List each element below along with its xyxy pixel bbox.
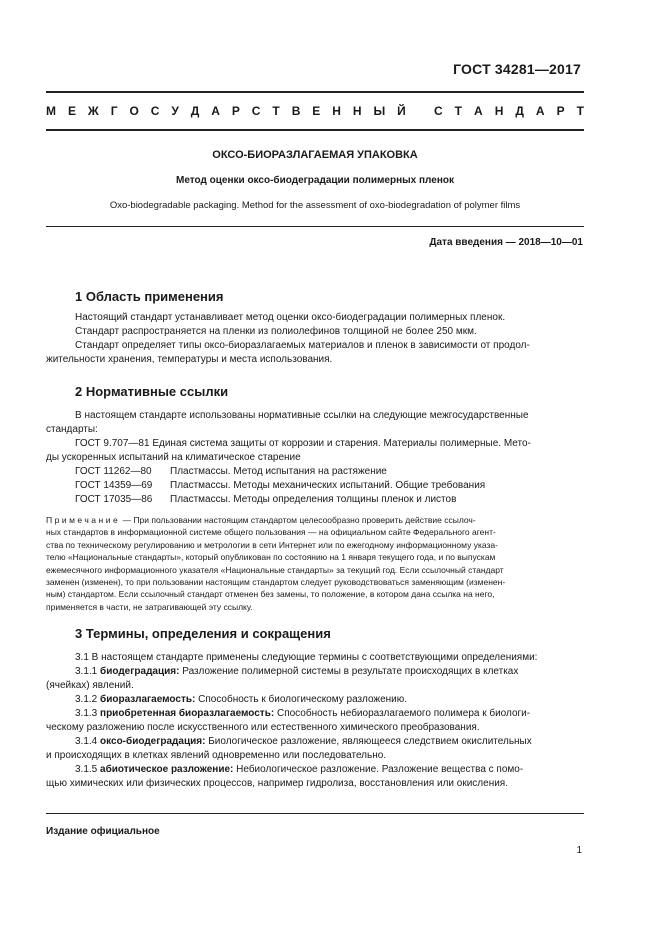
paragraph: Настоящий стандарт устанавливает метод оценки оксо-биодеградации полимерных пленок.: [75, 312, 506, 323]
paragraph: В настоящем стандарте использованы нормативные ссылки на следующие межгосударственные: [75, 410, 529, 421]
banner-letter: У: [171, 104, 179, 118]
banner-letter: Ы: [373, 104, 386, 118]
note-line: применяется в части, не затрагивающей эту ссылку.: [46, 601, 253, 612]
section-2-body: [46, 409, 584, 507]
term-continuation: щью химических или физических процессов, например гидролиза, восстановления или окисления.: [46, 778, 508, 789]
reference-item: ГОСТ 17035—86 Пластмассы. Методы определения толщины пленок и листов: [75, 494, 457, 505]
page-number: 1: [576, 845, 582, 856]
top-divider: [46, 91, 584, 93]
reference-continuation: ды ускоренных испытаний на климатическое старение: [46, 452, 301, 463]
paragraph: 3.1 В настоящем стандарте применены следующие термины с соответствующими определениями:: [75, 652, 538, 663]
banner-word-interstate: [46, 104, 406, 118]
banner-divider: [46, 129, 584, 131]
introduction-date: Дата введения — 2018—10—01: [429, 237, 583, 248]
banner-letter: М: [46, 104, 56, 118]
banner-letter: О: [129, 104, 139, 118]
term-entry: 3.1.3 приобретенная биоразлагаемость: Способность небиоразлагаемого полимера к биологи-: [75, 708, 531, 719]
term-continuation: и происходящих в клетках явлений одновременно или последовательно.: [46, 750, 387, 761]
reference-item: ГОСТ 14359—69 Пластмассы. Методы механических испытаний. Общие требования: [75, 480, 486, 491]
paragraph-continuation: стандарты:: [46, 424, 98, 435]
banner-letter: С: [251, 104, 261, 118]
document-code: ГОСТ 34281—2017: [453, 61, 581, 77]
banner-letter: Д: [190, 104, 200, 118]
note-line: телю «Национальные стандарты», который опубликован по состоянию на 1 января текущего года, и по выпускам: [46, 552, 496, 563]
term-continuation: (ячейках) явлений.: [46, 680, 134, 691]
term-entry: 3.1.5 абиотическое разложение: Небиологическое разложение. Разложение вещества с помо-: [75, 764, 524, 775]
term-continuation: ческому разложению после искусственного или естественного химического преобразования.: [46, 722, 480, 733]
reference-item: ГОСТ 11262—80 Пластмассы. Метод испытания на растяжение: [75, 466, 387, 477]
banner-letter: Ж: [87, 104, 99, 118]
banner-letter: Р: [231, 104, 240, 118]
banner-letter: Н: [352, 104, 362, 118]
section-1-heading: 1 Область применения: [75, 289, 224, 304]
banner-letter: Г: [110, 104, 118, 118]
banner-letter: Н: [494, 104, 504, 118]
banner-letter: Т: [454, 104, 463, 118]
section-3-heading: 3 Термины, определения и сокращения: [75, 626, 331, 641]
note-line: ежемесячного информационного указателя «Национальные стандарты» за текущий год. Если ссылочный стандарт: [46, 564, 504, 575]
banner-letter: С: [150, 104, 160, 118]
note-label: Примечание: [46, 515, 121, 525]
note-line: ства по техническому регулированию и метрологии в сети Интернет или по ежегодному информационному указа-: [46, 539, 498, 550]
interstate-standard-banner: [46, 104, 584, 118]
section-1-body: [46, 311, 584, 367]
paragraph: Стандарт определяет типы оксо-биоразлагаемых материалов и пленок в зависимости от продол-: [75, 340, 530, 351]
banner-letter: Р: [556, 104, 565, 118]
banner-letter: Й: [397, 104, 406, 118]
banner-letter: А: [535, 104, 545, 118]
note-block: [46, 514, 584, 613]
paragraph-continuation: жительности хранения, температуры и места использования.: [46, 354, 333, 365]
banner-letter: А: [211, 104, 220, 118]
banner-letter: Т: [272, 104, 280, 118]
term-entry: 3.1.2 биоразлагаемость: Способность к биологическому разложению.: [75, 694, 408, 705]
reference-item: ГОСТ 9.707—81 Единая система защиты от коррозии и старения. Материалы полимерные. Мето-: [75, 438, 531, 449]
banner-letter: Т: [576, 104, 584, 118]
banner-letter: В: [291, 104, 301, 118]
document-subtitle: Метод оценки оксо-биодеградации полимерных пленок: [176, 175, 454, 186]
banner-letter: А: [474, 104, 483, 118]
section-3-body: [46, 651, 584, 791]
banner-letter: Е: [312, 104, 321, 118]
note-line: заменен (изменен), то при пользовании настоящим стандартом следует руководствоваться заменяющим (изменен-: [46, 577, 506, 588]
note-line: ных стандартов в информационной системе общего пользования — на официальном сайте Федерального агент-: [46, 527, 496, 538]
banner-letter: Е: [67, 104, 76, 118]
official-edition-label: Издание официальное: [46, 826, 160, 837]
note-line: Примечание — При пользовании настоящим стандартом целесообразно проверить действие ссылоч-: [46, 515, 476, 525]
section-2-heading: 2 Нормативные ссылки: [75, 384, 229, 399]
banner-letter: Н: [332, 104, 341, 118]
paragraph: Стандарт распространяется на пленки из полиолефинов толщиной не более 250 мкм.: [75, 326, 477, 337]
banner-word-standard: [434, 104, 584, 118]
term-entry: 3.1.4 оксо-биодеградация: Биологическое разложение, являющееся следствием окислительных: [75, 736, 532, 747]
footer-divider: [46, 813, 584, 814]
note-line: ным) стандартом. Если ссылочный стандарт отменен без замены, то положение, в котором дана ссылка на него,: [46, 589, 495, 600]
banner-letter: С: [434, 104, 443, 118]
banner-letter: Д: [515, 104, 524, 118]
term-entry: 3.1.1 биодеградация: Разложение полимерной системы в результате происходящих в клетках: [75, 666, 519, 677]
document-title-english: Oxo-biodegradable packaging. Method for the assessment of oxo-biodegradation of polymer films: [109, 200, 521, 211]
document-title: ОКСО-БИОРАЗЛАГАЕМАЯ УПАКОВКА: [212, 149, 418, 161]
title-divider: [46, 226, 584, 227]
